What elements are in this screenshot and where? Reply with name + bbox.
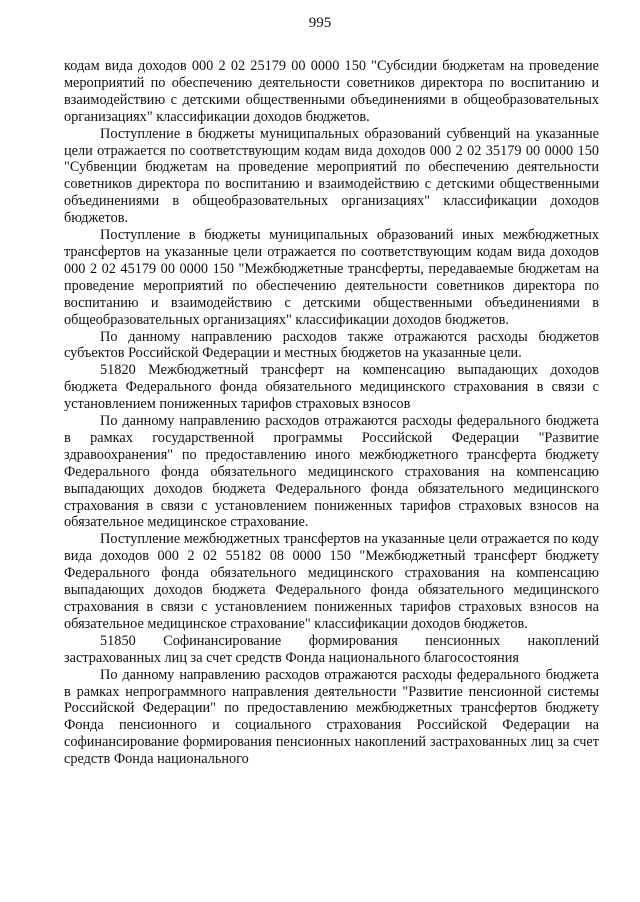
paragraph-2: Поступление в бюджеты муниципальных образований субвенций на указанные цели отражается по соответствующим кодам вида доходов 000 2 02 35179 00 0000 150 "Субвенции бюджетам на проведение мероприятий по обеспечению деятельности советников директора по воспитанию и взаимодействию с детскими общественными объединениями в общеобразовательных организациях" классификации доходов бюджетов. [64, 125, 599, 227]
paragraph-4: По данному направлению расходов также отражаются расходы бюджетов субъектов Российской Федерации и местных бюджетов на указанные цели. [64, 328, 599, 362]
paragraph-7: Поступление межбюджетных трансфертов на указанные цели отражается по коду вида доходов 000 2 02 55182 08 0000 150 "Межбюджетный трансферт бюджету Федерального фонда обязательного медицинского страхования на компенсацию выпадающих доходов бюджета Федерального фонда обязательного медицинского страхования в связи с установлением пониженных тарифов страховых взносов на обязательное медицинское страхование" классификации доходов бюджетов. [64, 531, 599, 632]
page-number: 995 [308, 15, 332, 31]
section-heading-51820: 51820 Межбюджетный трансферт на компенсацию выпадающих доходов бюджета Федерального фонда обязательного медицинского страхования в связи с установлением пониженных тарифов страховых взносов [64, 362, 599, 413]
section-heading-51850: 51850 Софинансирование формирования пенсионных накоплений застрахованных лиц за счет средств Фонда национального благосостояния [64, 632, 599, 666]
paragraph-3: Поступление в бюджеты муниципальных образований иных межбюджетных трансфертов на указанные цели отражается по соответствующим кодам вида доходов 000 2 02 45179 00 0000 150 "Межбюджетные трансферты, передаваемые бюджетам на проведение мероприятий по обеспечению деятельности советников директора по воспитанию и взаимодействию с детскими общественными объединениями в общеобразовательных организациях" классификации доходов бюджетов. [64, 227, 599, 328]
paragraph-1: кодам вида доходов 000 2 02 25179 00 0000 150 "Субсидии бюджетам на проведение мероприятий по обеспечению деятельности советников директора по воспитанию и взаимодействию с детскими общественными объединениями в общеобразовательных организациях" классификации доходов бюджетов. [64, 58, 599, 125]
paragraph-9: По данному направлению расходов отражаются расходы федерального бюджета в рамках непрограммного направления деятельности "Развитие пенсионной системы Российской Федерации" по предоставлению межбюджетных трансфертов бюджету Фонда пенсионного и социального страхования Российской Федерации на софинансирование формирования пенсионных накоплений застрахованных лиц за счет средств Фонда национального [64, 666, 599, 768]
paragraph-6: По данному направлению расходов отражаются расходы федерального бюджета в рамках государственной программы Российской Федерации "Развитие здравоохранения" по предоставлению иного межбюджетного трансферта бюджету Федерального фонда обязательного медицинского страхования на компенсацию выпадающих доходов бюджета Федерального фонда обязательного медицинского страхования в связи с установлением пониженных тарифов страховых взносов на обязательное медицинское страхование. [64, 413, 599, 531]
document-body [64, 58, 599, 768]
